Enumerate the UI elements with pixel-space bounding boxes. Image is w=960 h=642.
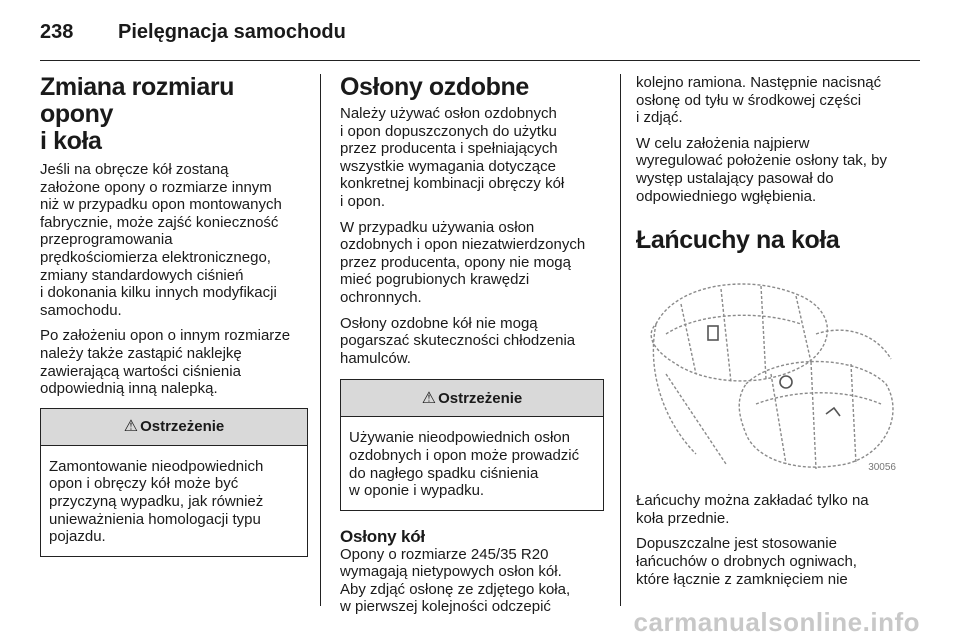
page-number: 238 — [40, 20, 74, 43]
paragraph: Łańcuchy można zakładać tylko na koła przednie. — [636, 492, 869, 527]
header-rule — [40, 60, 920, 61]
warning-text: Używanie nieodpowiednich osłon ozdobnych i opon może prowadzić do nagłego spadku ciśnienia w oponie i wypadku. — [349, 429, 580, 500]
paragraph: Jeśli na obręcze kół zostaną założone opony o rozmiarze innym niż w przypadku opon montowanych fabrycznie, może zajść konieczność przeprogramowania prędkościomierza elektronicznego, zmiany standardowych ciśnień i dokonania kilku innych modyfikacji samochodu. — [40, 161, 282, 319]
warning-header — [41, 409, 307, 446]
warning-triangle-icon: ⚠ — [421, 389, 437, 407]
paragraph: Osłony ozdobne kół nie mogą pogarszać skuteczności chłodzenia hamulców. — [340, 314, 576, 367]
paragraph: Należy używać osłon ozdobnych i opon dopuszczonych do użytku przez producenta i spełniających wszystkie wymagania dotyczące konkretnej kombinacji obręczy kół i opon. — [340, 105, 565, 210]
watermark: carmanualsonline.info — [633, 607, 920, 637]
warning-box — [340, 379, 604, 510]
paragraph: Dopuszczalne jest stosowanie łańcuchów o drobnych ogniwach, które łącznie z zamknięciem nie — [636, 535, 857, 588]
column-3 — [636, 74, 908, 596]
warning-header — [341, 380, 603, 417]
column-divider — [320, 74, 321, 606]
heading-tire-size-change: Zmiana rozmiaru opony i koła — [40, 73, 235, 155]
column-divider — [620, 74, 621, 606]
column-1 — [40, 74, 308, 573]
snow-chains-illustration — [636, 264, 900, 478]
warning-text: Zamontowanie nieodpowiednich opon i obręczy kół może być przyczyną wypadku, jak również unieważnienia homologacji typu pojazdu. — [49, 457, 264, 546]
snow-chain-drawing — [636, 264, 900, 478]
paragraph: Po założeniu opon o innym rozmiarze należy także zastąpić naklejkę zawierającą wartości ciśnienia odpowiednią inną nalepką. — [40, 327, 291, 398]
warning-title: Ostrzeżenie — [438, 389, 523, 407]
paragraph: W przypadku używania osłon ozdobnych i opon niezatwierdzonych przez producenta, opony nie mogą mieć pogrubionych krawędzi ochronnych. — [340, 218, 586, 306]
page-header — [40, 12, 920, 52]
warning-triangle-icon: ⚠ — [123, 417, 139, 435]
paragraph: W celu założenia najpierw wyregulować położenie osłony tak, by występ ustalający pasował do odpowiedniego wgłębienia. — [636, 134, 887, 205]
warning-box — [40, 408, 308, 557]
section-title: Pielęgnacja samochodu — [118, 20, 346, 43]
heading-wheel-covers: Osłony ozdobne — [340, 73, 529, 101]
paragraph: Opony o rozmiarze 245/35 R20 wymagają nietypowych osłon kół. Aby zdjąć osłonę ze zdjętego koła, w pierwszej kolejności odczepić — [340, 545, 571, 616]
subheading-hub-caps: Osłony kół — [340, 526, 425, 546]
heading-snow-chains: Łańcuchy na koła — [636, 226, 840, 255]
column-2 — [340, 74, 604, 624]
figure-number: 30056 — [868, 461, 896, 473]
warning-title: Ostrzeżenie — [140, 417, 225, 435]
paragraph: kolejno ramiona. Następnie nacisnąć osłonę od tyłu w środkowej części i zdjąć. — [636, 74, 882, 127]
